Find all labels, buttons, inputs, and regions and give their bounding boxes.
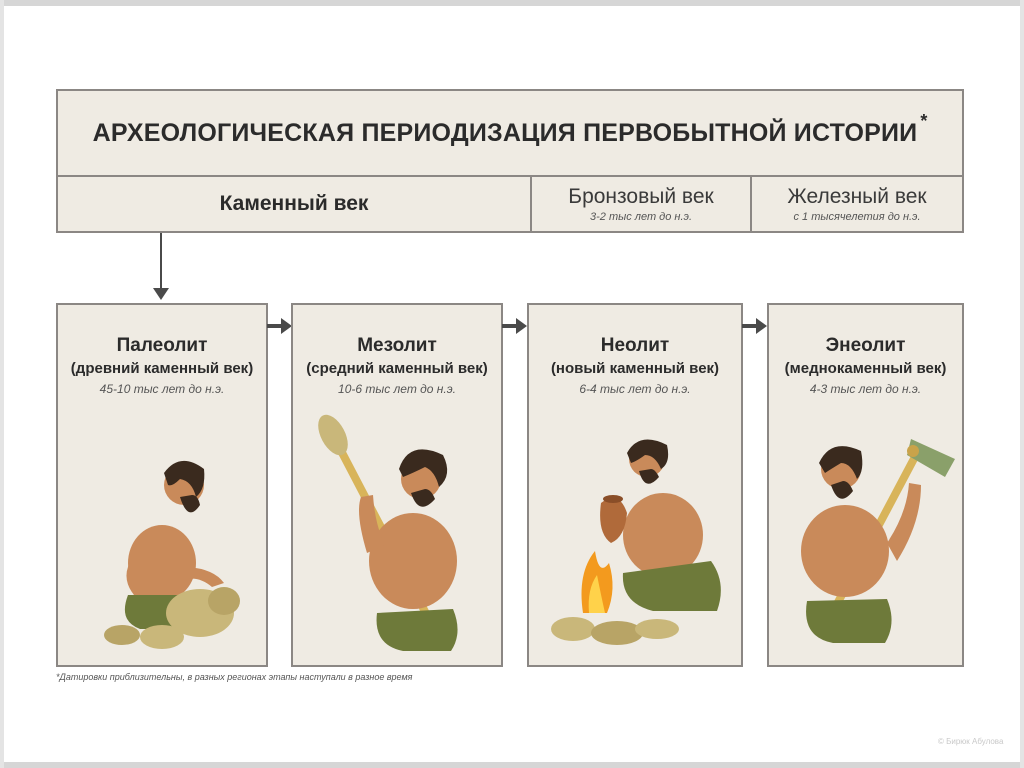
stage-date: 6-4 тыс лет до н.э. (579, 382, 691, 396)
caveman-knapping-stones-icon (88, 445, 248, 655)
age-date: 3-2 тыс лет до н.э. (589, 211, 692, 223)
age-stone (58, 177, 532, 231)
footnote: *Датировки приблизительны, в разных регионах этапы наступали в разное время (56, 672, 413, 682)
right-arrow-icon (742, 316, 768, 336)
age-name: Бронзовый век (568, 185, 714, 208)
caveman-with-copper-axe-icon (779, 433, 959, 653)
age-bronze (532, 177, 752, 231)
stage-date: 10-6 тыс лет до н.э. (338, 382, 456, 396)
stage-neolithic (527, 303, 743, 667)
age-date: с 1 тысячелетия до н.э. (793, 211, 921, 223)
stage-name: Неолит (600, 335, 670, 356)
age-name: Железный век (787, 185, 927, 208)
title-box (56, 89, 964, 177)
stage-mesolithic (291, 303, 503, 667)
stage-date: 45-10 тыс лет до н.э. (99, 382, 225, 396)
title-footnote-mark: * (920, 110, 928, 131)
stage-eneolithic (767, 303, 964, 667)
frame-top-edge (0, 0, 1024, 6)
caveman-with-stone-club-icon (303, 413, 493, 658)
frame-bottom-edge (0, 762, 1024, 768)
stage-name: Энеолит (825, 335, 906, 356)
right-arrow-icon (502, 316, 528, 336)
age-iron (752, 177, 962, 231)
stage-subtitle: (меднокаменный век) (784, 360, 947, 377)
diagram-title: АРХЕОЛОГИЧЕСКАЯ ПЕРИОДИЗАЦИЯ ПЕРВОБЫТНОЙ ИСТОРИИ (92, 118, 918, 147)
image-credit: © Бирюк Абулова (938, 737, 1004, 746)
stage-subtitle: (новый каменный век) (550, 360, 720, 377)
stage-date: 4-3 тыс лет до н.э. (809, 382, 922, 396)
frame-right-edge (1020, 0, 1024, 768)
stage-name: Палеолит (116, 335, 208, 356)
stage-name: Мезолит (357, 335, 437, 356)
right-arrow-icon (267, 316, 293, 336)
stage-paleolithic (56, 303, 268, 667)
stage-subtitle: (древний каменный век) (70, 360, 254, 377)
frame-left-edge (0, 0, 4, 768)
stone-age-connector-line (160, 233, 162, 293)
ages-row (56, 175, 964, 233)
down-arrow-icon (153, 288, 169, 300)
caveman-with-pot-and-fire-icon (543, 433, 733, 653)
age-name: Каменный век (219, 192, 369, 215)
stage-subtitle: (средний каменный век) (306, 360, 488, 377)
